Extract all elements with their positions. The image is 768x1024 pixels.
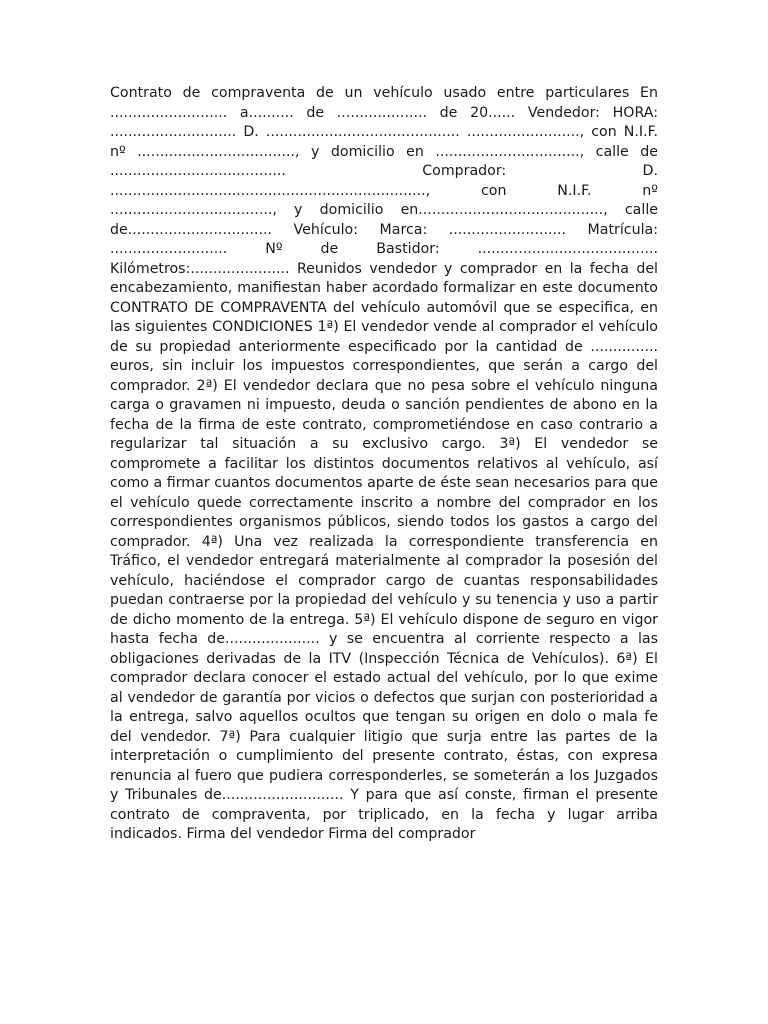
contract-body-text: Contrato de compraventa de un vehículo usado entre particulares En .......................... a.......... de .................... de 20...... Vendedor: HORA: ............................ D. ........................................... ........................., con N.I.F. nº ..................................., y domicilio en ................................, calle de ....................................... Comprador: D. ......................................................................, con N.I.F. nº ...................................., y domicilio en........................................., calle de................................ Vehículo: Marca: .......................... Matrícula: .......................... Nº de Bastidor: ........................................ Kilómetros:...................... Reunidos vendedor y comprador en la fecha del encabezamiento, manifiestan haber acordado formalizar en este documento CONTRATO DE COMPRAVENTA del vehículo automóvil que se especifica, en las siguientes CONDICIONES 1ª) El vendedor vende al comprador el vehículo de su propiedad anteriormente especificado por la cantidad de ............... euros, sin incluir los impuestos correspondientes, que serán a cargo del comprador. 2ª) El vendedor declara que no pesa sobre el vehículo ninguna carga o gravamen ni impuesto, deuda o sanción pendientes de abono en la fecha de la firma de este contrato, comprometiéndose en caso contrario a regularizar tal situación a su exclusivo cargo. 3ª) El vendedor se compromete a facilitar los distintos documentos relativos al vehículo, así como a firmar cuantos documentos aparte de éste sean necesarios para que el vehículo quede correctamente inscrito a nombre del comprador en los correspondientes organismos públicos, siendo todos los gastos a cargo del comprador. 4ª) Una vez realizada la correspondiente transferencia en Tráfico, el vendedor entregará materialmente al comprador la posesión del vehículo, haciéndose el comprador cargo de cuantas responsabilidades puedan contraerse por la propiedad del vehículo y su tenencia y uso a partir de dicho momento de la entrega. 5ª) El vehículo dispone de seguro en vigor hasta fecha de..................... y se encuentra al corriente respecto a las obligaciones derivadas de la ITV (Inspección Técnica de Vehículos). 6ª) El comprador declara conocer el estado actual del vehículo, por lo que exime al vendedor de garantía por vicios o defectos que surjan con posterioridad a la entrega, salvo aquellos ocultos que tengan su origen en dolo o mala fe del vendedor. 7ª) Para cualquier litigio que surja entre las partes de la interpretación o cumplimiento del presente contrato, éstas, con expresa renuncia al fuero que pudiera corresponderles, se someterán a los Juzgados y Tribunales de........................... Y para que así conste, firman el presente contrato de compraventa, por triplicado, en la fecha y lugar arriba indicados. Firma del vendedor Firma del comprador: [110, 85, 658, 842]
